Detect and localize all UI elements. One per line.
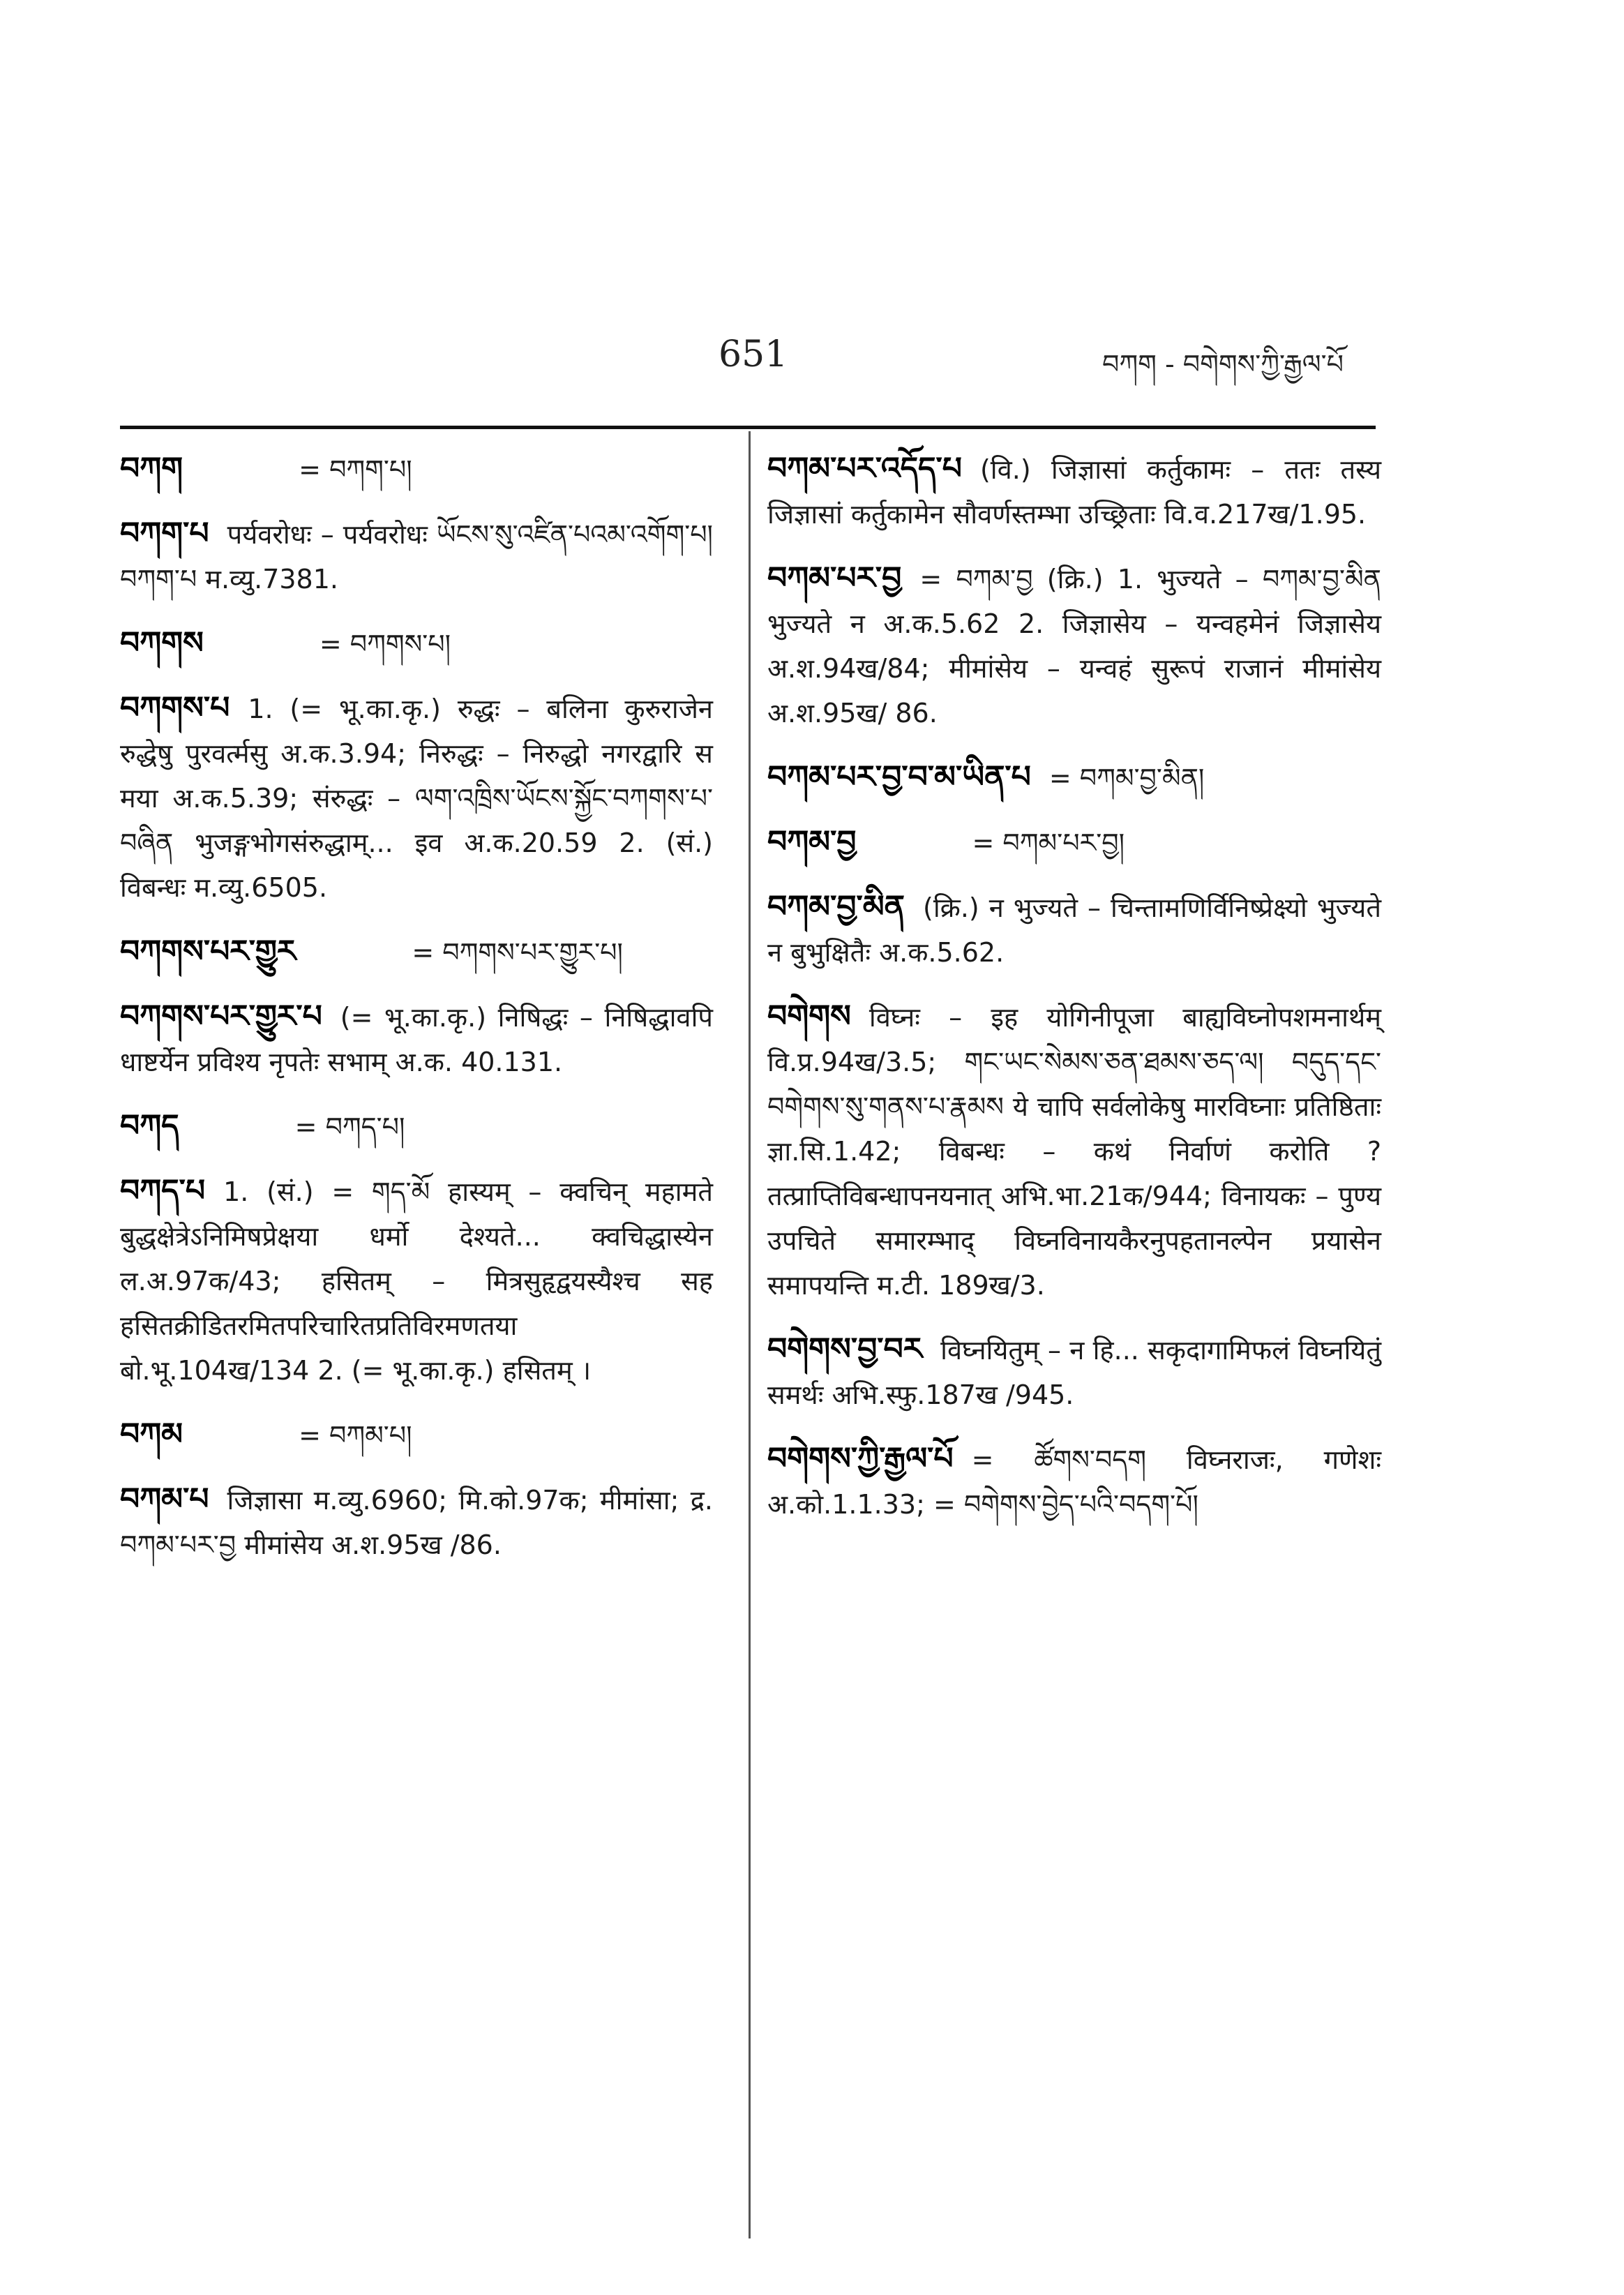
dictionary-entry (767, 994, 1381, 1308)
entry-headword: བཀགས (120, 625, 204, 661)
entry-headword: བཀམ་པར་འདོད་པ (767, 451, 962, 486)
entry-body: 1. (सं.) = གད་མོ हास्यम् – क्वचिन् महामते बुद्धक्षेत्रेऽनिमिषप्रेक्षया धर्मो देश्यते... क्वचिद्धास्येन ल.अ.97क/43; हसितम् – मित्रसुहृद्वयस्यैश्च सह हसितक्रीडितरमितपरिचारितप्रतिविरमणतया बो.भू.104ख/134 2. (= भू.का.कृ.) हसितम् । (120, 1176, 713, 1386)
right-column (767, 447, 1381, 1546)
column-divider (749, 431, 751, 2238)
dictionary-entry (120, 929, 713, 975)
entry-headword: བགེགས་ཀྱི་རྒྱལ་པོ (767, 1441, 954, 1477)
dictionary-entry (767, 755, 1381, 800)
entry-body: विघ्नयितुम् – न हि... सकृदागामिफलं विघ्नयितुं समर्थः अभि.स्फु.187ख /945. (767, 1335, 1381, 1410)
dictionary-entry (767, 820, 1381, 865)
dictionary-entry (120, 447, 713, 492)
dictionary-entry (767, 1327, 1381, 1417)
entry-body: = བཀམ་བྱ (क्रि.) 1. भुज्यते – བཀམ་བྱ་མིན भुज्यते न अ.क.5.62 2. जिज्ञासेय – यन्वहमेनं जिज्ञासेय अ.श.94ख/84; मीमांसेय – यन्वहं सुरूपं राजानं मीमांसेय अ.श.95ख/ 86. (767, 564, 1381, 728)
entry-headword: བཀད་པ (120, 1173, 206, 1209)
entry-body: = ཚོགས་བདག विघ्नराजः, गणेशः अ.को.1.1.33; = བགེགས་བྱེད་པའི་བདག་པོ། (767, 1444, 1381, 1520)
dictionary-entry (767, 556, 1381, 735)
page-number: 651 (719, 334, 788, 375)
entry-headword: བཀག (120, 451, 183, 486)
entry-headword: བཀགས་པར་གྱུར (120, 934, 296, 969)
dictionary-entry (120, 994, 713, 1084)
dictionary-entry (767, 885, 1381, 975)
entry-body: = བཀམ་བྱ་མིན། (1048, 763, 1205, 793)
entry-body: = བཀམ་པར་བྱ། (972, 828, 1125, 858)
entry-body: (क्रि.) न भुज्यते – चिन्तामणिर्विनिष्प्रेक्ष्यो भुज्यते न बुभुक्षितैः अ.क.5.62. (767, 892, 1381, 968)
entry-headword: བཀགས་པ (120, 690, 230, 726)
entry-headword: བཀམ་པ (120, 1481, 209, 1517)
entry-body: विघ्नः – इह योगिनीपूजा बाह्यविघ्नोपशमनार्थम् वि.प्र.94ख/3.5; གང་ཡང་སེམས་ཅན་ཐམས་ཅད་ལ། བདུད་དང་བགེགས་སུ་གནས་པ་རྣམས ये चापि सर्वलोकेषु मारविघ्नाः प्रतिष्ठिताः ज्ञा.सि.1.42; विबन्धः – कथं निर्वाणं करोति ? तत्प्राप्तिविबन्धापनयनात् अभि.भा.21क/944; विनायकः – पुण्य उपचिते समारम्भाद् विघ्नविनायकैरनुपहतानल्पेन प्रयासेन समापयन्ति म.टी. 189ख/3. (767, 1002, 1381, 1301)
entry-headword: བཀད (120, 1108, 179, 1144)
entry-body: = བཀགས་པ། (319, 629, 451, 659)
entry-headword: བཀམ (120, 1416, 183, 1452)
entry-headword: བཀམ་བྱ (767, 824, 857, 860)
entry-body: 1. (= भू.का.कृ.) रुद्धः – बलिना कुरुराजेन रुद्धेषु पुरवर्त्मसु अ.क.3.94; निरुद्धः – निरुद्धो नगरद्वारि स मया अ.क.5.39; संरुद्धः – ལག་འཁྲིས་ཡོངས་སྐྱོང་བཀགས་པ་བཞིན भुजङ्गभोगसंरुद्धाम्... इव अ.क.20.59 2. (सं.) विबन्धः म.व्यु.6505. (120, 694, 713, 903)
entry-headword: བཀགས་པར་གྱུར་པ (120, 999, 322, 1034)
entry-headword: བཀམ་པར་བྱ་བ་མ་ཡིན་པ (767, 759, 1031, 795)
running-head: བཀག - བགེགས་ཀྱི་རྒྱལ་པོ (1102, 349, 1344, 380)
left-column (120, 447, 713, 1587)
entry-headword: བགེགས་བྱ་བར (767, 1331, 923, 1367)
entry-body: (= भू.का.कृ.) निषिद्धः – निषिद्धावपि धाष्टर्येन प्रविश्य नृपतेः सभाम् अ.क. 40.131. (120, 1002, 713, 1077)
entry-body: = བཀམ་པ། (299, 1420, 412, 1451)
entry-body: पर्यवरोधः – पर्यवरोधः ཡོངས་སུ་འཛིན་པའམ་འགོག་པ། བཀག་པ म.व्यु.7381. (120, 519, 713, 595)
entry-body: = བཀད་པ། (294, 1112, 405, 1142)
header-rule (120, 426, 1376, 429)
entry-body: = བཀག་པ། (299, 454, 412, 485)
entry-headword: བཀམ་བྱ་མིན (767, 889, 905, 925)
dictionary-entry (120, 1104, 713, 1149)
entry-headword: བཀག་པ (120, 516, 209, 551)
dictionary-entry (767, 1437, 1381, 1527)
dictionary-entry (120, 1477, 713, 1567)
dictionary-entry (120, 686, 713, 910)
entry-body: (वि.) जिज्ञासां कर्तुकामः – ततः तस्य जिज्ञासां कर्तुकामेन सौवर्णस्तम्भा उच्छ्रिताः वि.व.217ख/1.95. (767, 454, 1381, 530)
entry-headword: བགེགས (767, 999, 851, 1034)
entry-headword: བཀམ་པར་བྱ (767, 560, 902, 596)
entry-body: जिज्ञासा म.व्यु.6960; मि.को.97क; मीमांसा; द्र. བཀམ་པར་བྱ मीमांसेय अ.श.95ख /86. (120, 1485, 713, 1560)
entry-body: = བཀགས་པར་གྱུར་པ། (412, 937, 623, 968)
dictionary-entry (120, 511, 713, 601)
dictionary-entry (120, 1412, 713, 1458)
dictionary-entry (120, 621, 713, 666)
dictionary-entry (767, 447, 1381, 537)
dictionary-entry (120, 1169, 713, 1393)
